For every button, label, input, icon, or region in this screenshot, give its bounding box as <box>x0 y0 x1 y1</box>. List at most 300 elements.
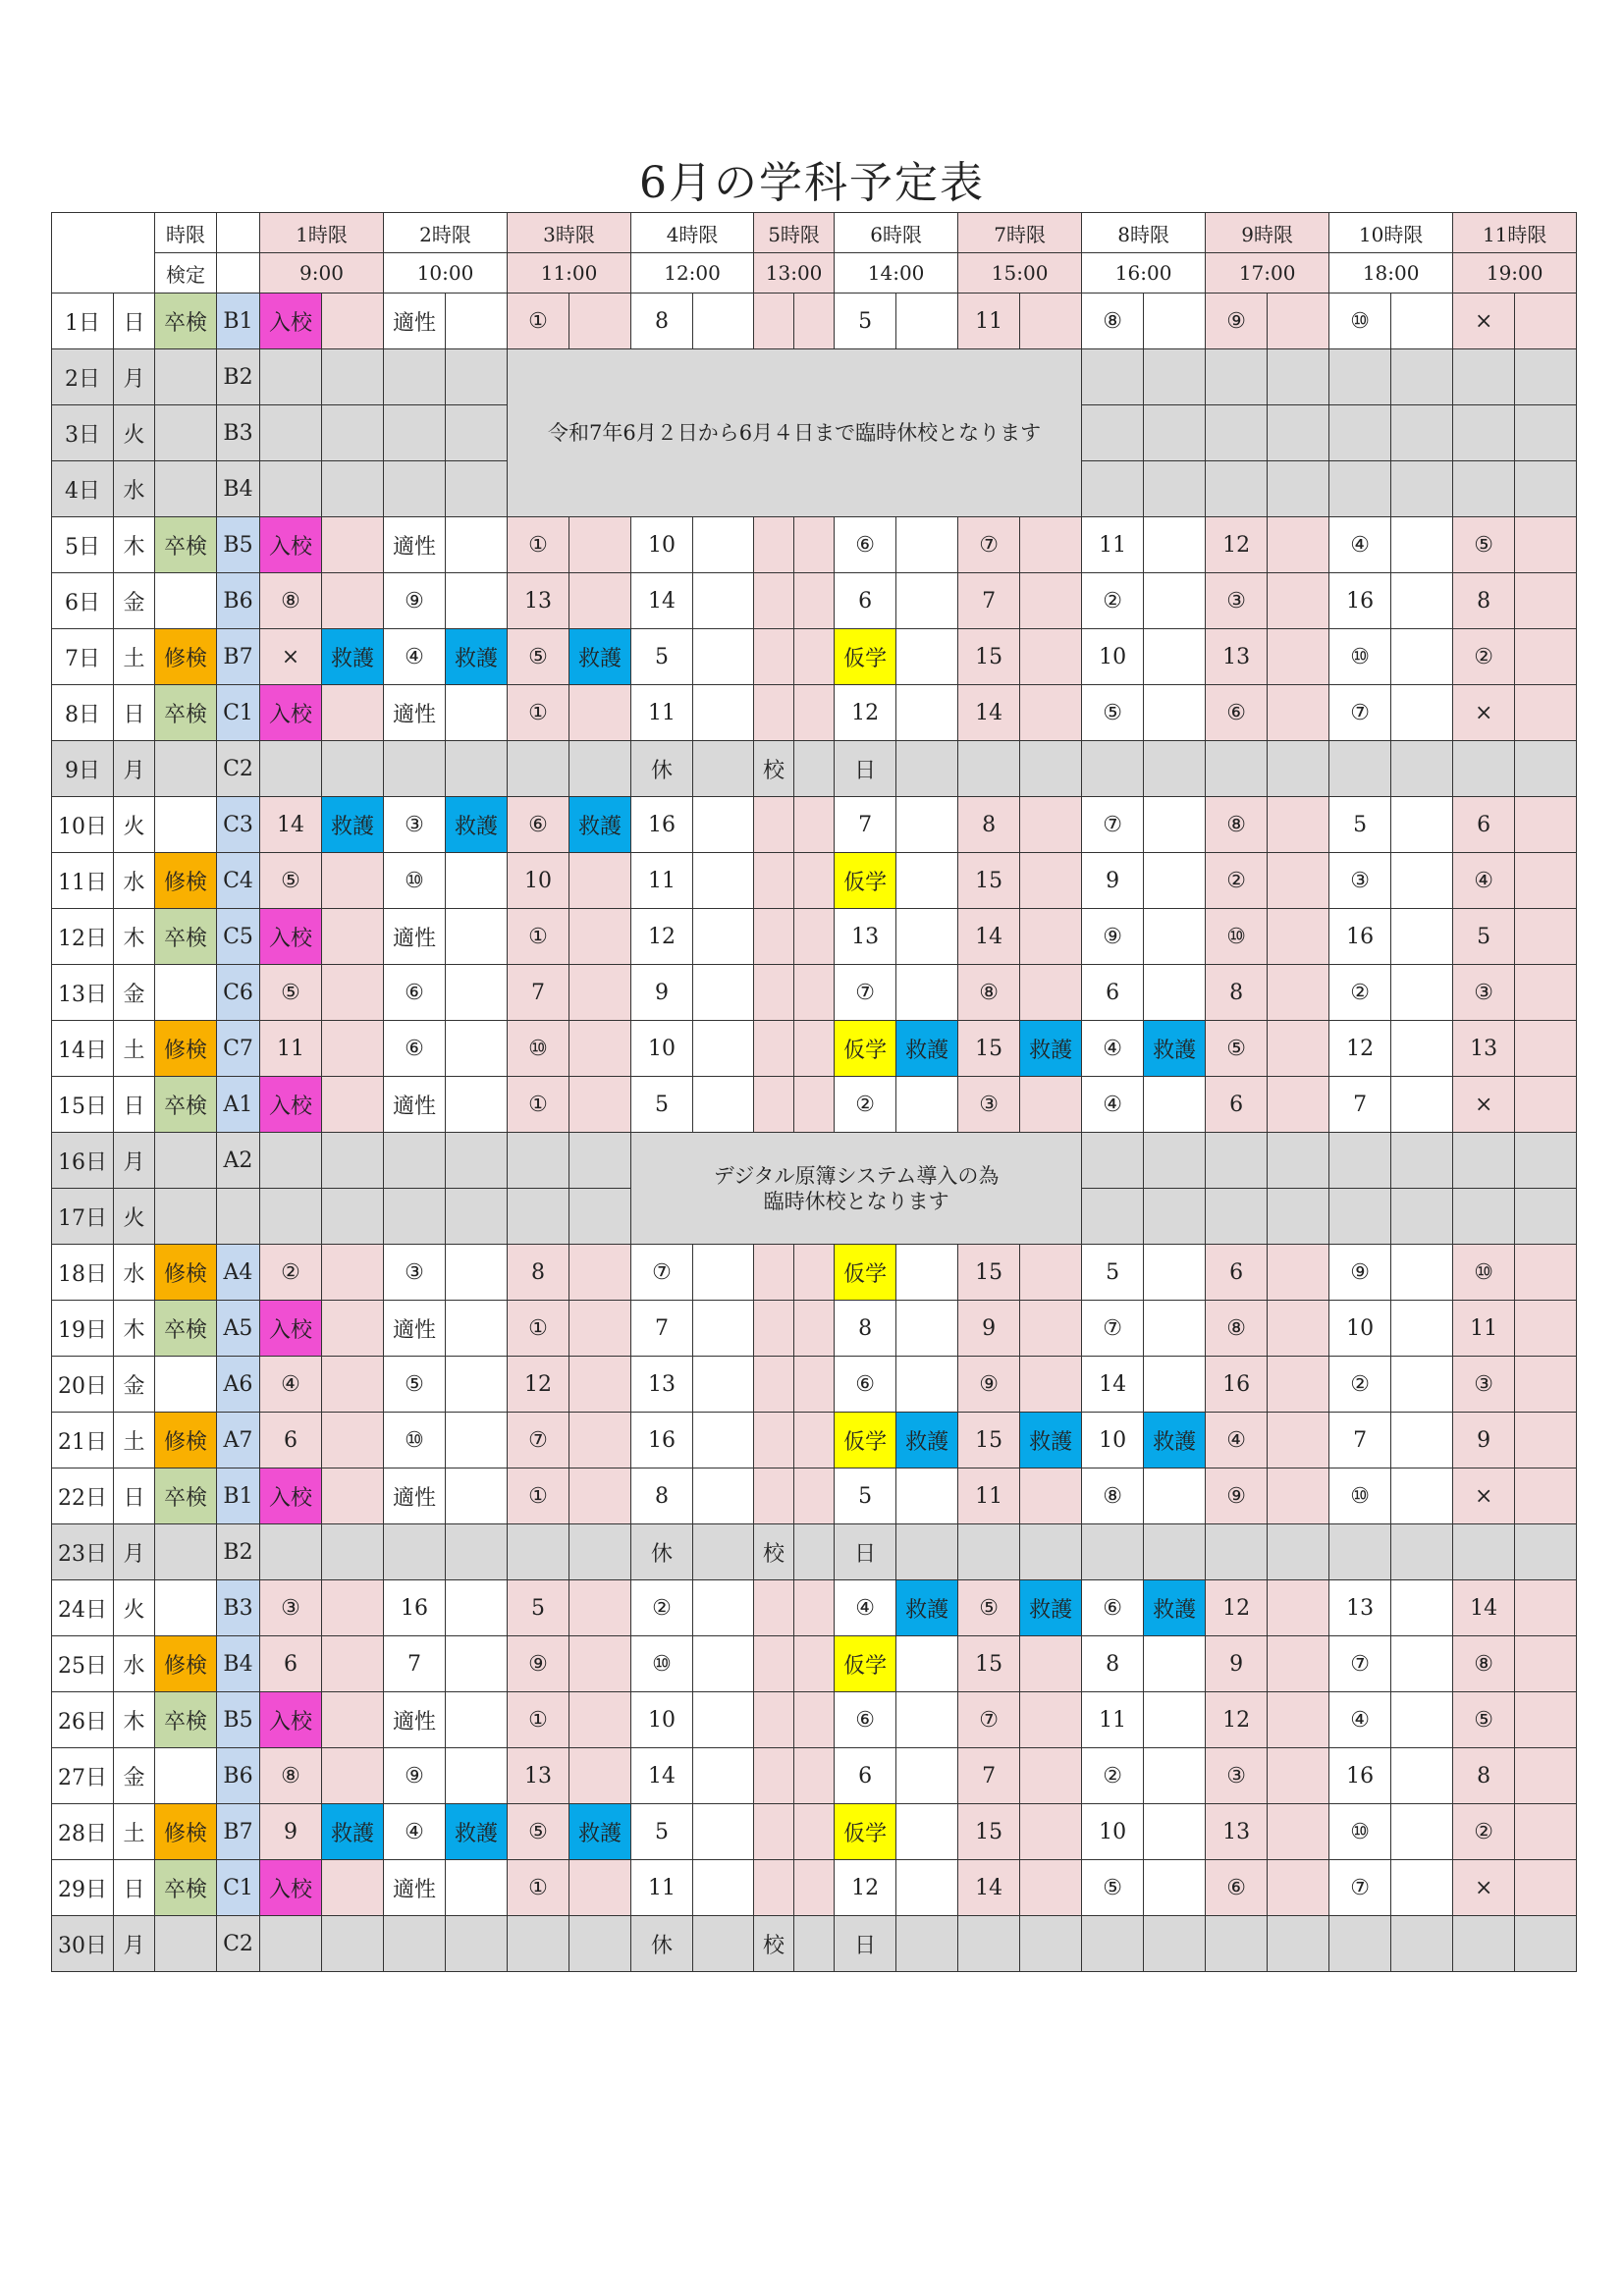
exam-cell: 卒検 <box>155 1301 217 1357</box>
empty-cell <box>1268 1468 1329 1524</box>
provisional-test-cell: 仮学 <box>835 1804 896 1860</box>
lesson-cell: ⑤ <box>508 629 569 685</box>
exam-cell: 修検 <box>155 1413 217 1468</box>
class-code-cell: C1 <box>217 1860 260 1916</box>
lesson-cell: ① <box>508 909 569 965</box>
provisional-test-cell: 仮学 <box>835 1021 896 1077</box>
period-label: 9時限 <box>1206 213 1329 253</box>
weekday-cell: 日 <box>114 685 155 741</box>
empty-cell <box>1268 461 1329 517</box>
lesson-cell: 12 <box>1206 1580 1268 1636</box>
lesson-cell: ⑨ <box>958 1357 1020 1413</box>
lesson-cell: 8 <box>958 797 1020 853</box>
empty-cell <box>754 1748 794 1804</box>
empty-cell <box>446 1692 508 1748</box>
provisional-test-cell: 仮学 <box>835 1413 896 1468</box>
header-period-label: 時限 <box>155 213 217 253</box>
empty-cell <box>1391 1524 1453 1580</box>
empty-cell <box>1144 685 1206 741</box>
empty-cell <box>508 1524 569 1580</box>
empty-cell <box>1329 1189 1391 1245</box>
lesson-cell: ⑧ <box>260 1748 322 1804</box>
empty-cell <box>1515 1021 1577 1077</box>
lesson-cell: 適性 <box>384 1077 446 1133</box>
period-time: 12:00 <box>631 253 754 294</box>
empty-cell <box>896 797 958 853</box>
empty-cell <box>1268 1636 1329 1692</box>
class-code-cell: B6 <box>217 573 260 629</box>
empty-cell <box>1453 1189 1515 1245</box>
lesson-cell: 8 <box>631 294 693 349</box>
date-cell: 12日 <box>52 909 114 965</box>
weekday-cell: 金 <box>114 1357 155 1413</box>
enrollment-cell: 入校 <box>260 1301 322 1357</box>
empty-cell <box>1020 965 1082 1021</box>
class-code-cell: A2 <box>217 1133 260 1189</box>
empty-cell <box>1329 1133 1391 1189</box>
lesson-cell: 14 <box>958 909 1020 965</box>
empty-cell <box>1144 909 1206 965</box>
weekday-cell: 木 <box>114 1692 155 1748</box>
first-aid-cell: 救護 <box>1144 1413 1206 1468</box>
empty-cell <box>1268 1077 1329 1133</box>
lesson-cell: ⑤ <box>260 853 322 909</box>
empty-cell <box>1391 1245 1453 1301</box>
lesson-cell: 10 <box>1329 1301 1391 1357</box>
empty-cell <box>1268 1021 1329 1077</box>
lesson-cell: ⑥ <box>835 517 896 573</box>
empty-cell <box>1268 853 1329 909</box>
day-row <box>52 1748 1577 1804</box>
lesson-cell: 適性 <box>384 1468 446 1524</box>
empty-cell <box>1020 517 1082 573</box>
empty-cell <box>322 1692 384 1748</box>
empty-cell <box>794 909 835 965</box>
lesson-cell: 13 <box>631 1357 693 1413</box>
date-cell: 1日 <box>52 294 114 349</box>
empty-cell <box>754 965 794 1021</box>
first-aid-cell: 救護 <box>1020 1580 1082 1636</box>
lesson-cell: ① <box>508 1468 569 1524</box>
empty-cell <box>896 1077 958 1133</box>
day-row <box>52 797 1577 853</box>
empty-cell <box>1268 741 1329 797</box>
empty-cell <box>322 1021 384 1077</box>
lesson-cell: 16 <box>631 1413 693 1468</box>
empty-cell <box>1515 517 1577 573</box>
lesson-cell: 13 <box>1206 629 1268 685</box>
empty-cell <box>1144 853 1206 909</box>
lesson-cell: 15 <box>958 1021 1020 1077</box>
empty-cell <box>446 349 508 405</box>
date-cell: 26日 <box>52 1692 114 1748</box>
empty-cell <box>896 1692 958 1748</box>
exam-cell <box>155 573 217 629</box>
lesson-cell: 12 <box>1206 517 1268 573</box>
lesson-cell: ⑩ <box>384 1413 446 1468</box>
period-time: 18:00 <box>1329 253 1453 294</box>
empty-cell <box>896 909 958 965</box>
empty-cell <box>1268 294 1329 349</box>
empty-cell <box>896 1860 958 1916</box>
lesson-cell: ⑧ <box>260 573 322 629</box>
class-code-cell: A5 <box>217 1301 260 1357</box>
lesson-cell: 15 <box>958 1413 1020 1468</box>
empty-cell <box>693 1692 754 1748</box>
lesson-cell: ④ <box>384 629 446 685</box>
empty-cell <box>794 294 835 349</box>
weekday-cell: 日 <box>114 1468 155 1524</box>
empty-cell <box>1144 1077 1206 1133</box>
empty-cell <box>1391 909 1453 965</box>
first-aid-cell: 救護 <box>569 629 631 685</box>
exam-cell <box>155 1189 217 1245</box>
weekday-cell: 火 <box>114 405 155 461</box>
empty-cell <box>384 349 446 405</box>
empty-cell <box>322 1413 384 1468</box>
empty-cell <box>446 1077 508 1133</box>
day-row <box>52 853 1577 909</box>
empty-cell <box>569 685 631 741</box>
first-aid-cell: 救護 <box>569 1804 631 1860</box>
empty-cell <box>1144 1133 1206 1189</box>
weekday-cell: 木 <box>114 909 155 965</box>
empty-cell <box>693 741 754 797</box>
empty-cell <box>322 349 384 405</box>
lesson-cell: 9 <box>631 965 693 1021</box>
lesson-cell: ④ <box>1082 1077 1144 1133</box>
empty-cell <box>1391 1357 1453 1413</box>
empty-cell <box>446 965 508 1021</box>
empty-cell <box>569 1413 631 1468</box>
lesson-cell: ③ <box>260 1580 322 1636</box>
lesson-cell: ⑦ <box>1082 1301 1144 1357</box>
empty-cell <box>1391 349 1453 405</box>
empty-cell <box>1082 741 1144 797</box>
empty-cell <box>1268 1357 1329 1413</box>
class-code-cell: C4 <box>217 853 260 909</box>
empty-cell <box>384 1133 446 1189</box>
holiday-char: 日 <box>835 1916 896 1972</box>
empty-cell <box>693 1301 754 1357</box>
lesson-cell: 16 <box>631 797 693 853</box>
exam-cell: 卒検 <box>155 1077 217 1133</box>
empty-cell <box>322 461 384 517</box>
empty-cell <box>1268 1301 1329 1357</box>
lesson-cell: ⑤ <box>1453 1692 1515 1748</box>
date-cell: 9日 <box>52 741 114 797</box>
exam-cell: 卒検 <box>155 1468 217 1524</box>
empty-cell <box>1391 741 1453 797</box>
empty-cell <box>1515 1413 1577 1468</box>
class-code-cell: A1 <box>217 1077 260 1133</box>
empty-cell <box>569 294 631 349</box>
empty-cell <box>1391 1301 1453 1357</box>
empty-cell <box>1020 685 1082 741</box>
empty-cell <box>1515 1916 1577 1972</box>
first-aid-cell: 救護 <box>322 1804 384 1860</box>
period-time: 13:00 <box>754 253 835 294</box>
empty-cell <box>754 573 794 629</box>
lesson-cell: ⑦ <box>1329 685 1391 741</box>
empty-cell <box>1144 965 1206 1021</box>
lesson-cell: ⑨ <box>1206 1468 1268 1524</box>
empty-cell <box>794 1468 835 1524</box>
lesson-cell: ① <box>508 294 569 349</box>
first-aid-cell: 救護 <box>446 797 508 853</box>
lesson-cell: ④ <box>260 1357 322 1413</box>
lesson-cell: ⑧ <box>1206 1301 1268 1357</box>
lesson-cell: ⑨ <box>384 573 446 629</box>
lesson-cell: ⑤ <box>958 1580 1020 1636</box>
enrollment-cell: 入校 <box>260 1860 322 1916</box>
lesson-cell: ⑧ <box>1206 797 1268 853</box>
class-code-cell: B4 <box>217 1636 260 1692</box>
holiday-char: 校 <box>754 1916 794 1972</box>
lesson-cell: ③ <box>958 1077 1020 1133</box>
empty-cell <box>569 741 631 797</box>
empty-cell <box>1144 1524 1206 1580</box>
empty-cell <box>384 1524 446 1580</box>
empty-cell <box>794 853 835 909</box>
class-code-cell: B1 <box>217 1468 260 1524</box>
empty-cell <box>794 1580 835 1636</box>
empty-cell <box>794 1804 835 1860</box>
empty-cell <box>1515 1524 1577 1580</box>
empty-cell <box>896 1916 958 1972</box>
lesson-cell: ① <box>508 1860 569 1916</box>
lesson-cell: ⑧ <box>1082 294 1144 349</box>
enrollment-cell: 入校 <box>260 1468 322 1524</box>
empty-cell <box>1515 685 1577 741</box>
empty-cell <box>446 1916 508 1972</box>
empty-cell <box>794 1636 835 1692</box>
empty-cell <box>1144 741 1206 797</box>
lesson-cell: ⑤ <box>508 1804 569 1860</box>
holiday-char: 校 <box>754 1524 794 1580</box>
lesson-cell: ④ <box>835 1580 896 1636</box>
empty-cell <box>693 1580 754 1636</box>
class-code-cell <box>217 1189 260 1245</box>
empty-cell <box>693 517 754 573</box>
empty-cell <box>260 461 322 517</box>
empty-cell <box>1144 1357 1206 1413</box>
lesson-cell: 10 <box>508 853 569 909</box>
first-aid-cell: 救護 <box>446 1804 508 1860</box>
empty-cell <box>446 405 508 461</box>
first-aid-cell: 救護 <box>896 1580 958 1636</box>
empty-cell <box>896 573 958 629</box>
empty-cell <box>754 909 794 965</box>
empty-cell <box>1329 461 1391 517</box>
empty-cell <box>754 797 794 853</box>
empty-cell <box>1020 1468 1082 1524</box>
lesson-cell: 9 <box>260 1804 322 1860</box>
empty-cell <box>1268 1860 1329 1916</box>
lesson-cell: 14 <box>631 1748 693 1804</box>
empty-cell <box>1453 349 1515 405</box>
lesson-cell: 14 <box>958 1860 1020 1916</box>
empty-cell <box>1206 405 1268 461</box>
class-code-cell: B4 <box>217 461 260 517</box>
exam-cell <box>155 1580 217 1636</box>
date-cell: 3日 <box>52 405 114 461</box>
empty-cell <box>322 1301 384 1357</box>
first-aid-cell: 救護 <box>896 1413 958 1468</box>
class-code-cell: B3 <box>217 405 260 461</box>
empty-cell <box>896 1804 958 1860</box>
closure-notice: 令和7年6月２日から6月４日まで臨時休校となります <box>508 349 1082 517</box>
empty-cell <box>1515 1357 1577 1413</box>
lesson-cell: ④ <box>1329 517 1391 573</box>
lesson-cell: ⑧ <box>1453 1636 1515 1692</box>
exam-cell <box>155 1133 217 1189</box>
empty-cell <box>754 1860 794 1916</box>
lesson-cell: ⑧ <box>1082 1468 1144 1524</box>
empty-cell <box>1515 294 1577 349</box>
empty-cell <box>1515 1860 1577 1916</box>
weekday-cell: 火 <box>114 797 155 853</box>
lesson-cell: ⑦ <box>631 1245 693 1301</box>
empty-cell <box>1020 853 1082 909</box>
empty-cell <box>384 405 446 461</box>
empty-cell <box>1144 405 1206 461</box>
empty-cell <box>754 1804 794 1860</box>
empty-cell <box>1020 909 1082 965</box>
empty-cell <box>446 1357 508 1413</box>
empty-cell <box>322 573 384 629</box>
empty-cell <box>1144 294 1206 349</box>
empty-cell <box>384 1189 446 1245</box>
empty-cell <box>446 1245 508 1301</box>
class-code-cell: A7 <box>217 1413 260 1468</box>
lesson-cell: 5 <box>1082 1245 1144 1301</box>
lesson-cell: 9 <box>958 1301 1020 1357</box>
date-cell: 15日 <box>52 1077 114 1133</box>
empty-cell <box>1082 1524 1144 1580</box>
empty-cell <box>1268 1580 1329 1636</box>
lesson-cell: 適性 <box>384 517 446 573</box>
weekday-cell: 日 <box>114 294 155 349</box>
empty-cell <box>260 349 322 405</box>
lesson-cell: 7 <box>631 1301 693 1357</box>
empty-cell <box>260 1189 322 1245</box>
holiday-char: 休 <box>631 1524 693 1580</box>
date-cell: 24日 <box>52 1580 114 1636</box>
date-cell: 25日 <box>52 1636 114 1692</box>
day-row <box>52 629 1577 685</box>
class-code-cell: B7 <box>217 629 260 685</box>
lesson-cell: 15 <box>958 1245 1020 1301</box>
date-cell: 16日 <box>52 1133 114 1189</box>
period-time: 15:00 <box>958 253 1082 294</box>
lesson-cell: 13 <box>508 1748 569 1804</box>
lesson-cell: 8 <box>1206 965 1268 1021</box>
empty-cell <box>446 1748 508 1804</box>
empty-cell <box>508 741 569 797</box>
empty-cell <box>1515 1748 1577 1804</box>
exam-cell: 修検 <box>155 1245 217 1301</box>
empty-cell <box>260 1916 322 1972</box>
lesson-cell: ② <box>1453 1804 1515 1860</box>
lesson-cell: ⑨ <box>1206 294 1268 349</box>
enrollment-cell: 入校 <box>260 517 322 573</box>
empty-cell <box>1391 1916 1453 1972</box>
empty-cell <box>1082 349 1144 405</box>
lesson-cell: ③ <box>384 797 446 853</box>
date-cell: 18日 <box>52 1245 114 1301</box>
exam-cell: 卒検 <box>155 294 217 349</box>
empty-cell <box>754 1301 794 1357</box>
lesson-cell: ⑥ <box>835 1692 896 1748</box>
empty-cell <box>1144 797 1206 853</box>
lesson-cell: ⑦ <box>835 965 896 1021</box>
class-code-cell: B5 <box>217 517 260 573</box>
empty-cell <box>446 1413 508 1468</box>
empty-cell <box>1020 629 1082 685</box>
empty-cell <box>322 685 384 741</box>
empty-cell <box>754 1413 794 1468</box>
empty-cell <box>1329 405 1391 461</box>
first-aid-cell: 救護 <box>1144 1021 1206 1077</box>
empty-cell <box>1515 1301 1577 1357</box>
empty-cell <box>446 1468 508 1524</box>
lesson-cell: ③ <box>1453 1357 1515 1413</box>
lesson-cell: 11 <box>631 853 693 909</box>
empty-cell <box>1515 573 1577 629</box>
empty-cell <box>1453 741 1515 797</box>
empty-cell <box>1391 1133 1453 1189</box>
closure-notice-line: 臨時休校となります <box>763 1189 949 1213</box>
date-cell: 22日 <box>52 1468 114 1524</box>
empty-cell <box>1268 573 1329 629</box>
lesson-cell: 10 <box>1082 1413 1144 1468</box>
exam-cell <box>155 1748 217 1804</box>
lesson-cell: ⑨ <box>1082 909 1144 965</box>
empty-cell <box>1020 1301 1082 1357</box>
empty-cell <box>1391 517 1453 573</box>
empty-cell <box>1515 741 1577 797</box>
lesson-cell: 5 <box>1453 909 1515 965</box>
empty-cell <box>1268 349 1329 405</box>
period-label: 8時限 <box>1082 213 1206 253</box>
empty-cell <box>1020 1692 1082 1748</box>
weekday-cell: 月 <box>114 741 155 797</box>
lesson-cell: ② <box>1206 853 1268 909</box>
empty-cell <box>1020 1077 1082 1133</box>
class-code-cell: A4 <box>217 1245 260 1301</box>
empty-cell <box>794 797 835 853</box>
date-cell: 13日 <box>52 965 114 1021</box>
lesson-cell: 適性 <box>384 1692 446 1748</box>
lesson-cell: ② <box>1329 1357 1391 1413</box>
weekday-cell: 火 <box>114 1580 155 1636</box>
lesson-cell: 10 <box>1082 629 1144 685</box>
first-aid-cell: 救護 <box>1144 1580 1206 1636</box>
empty-cell <box>896 1468 958 1524</box>
lesson-cell: 5 <box>631 1804 693 1860</box>
lesson-cell: × <box>1453 1468 1515 1524</box>
empty-cell <box>1268 1692 1329 1748</box>
empty-cell <box>446 1189 508 1245</box>
period-time: 10:00 <box>384 253 508 294</box>
empty-cell <box>1453 405 1515 461</box>
empty-cell <box>794 1748 835 1804</box>
empty-cell <box>1268 1189 1329 1245</box>
lesson-cell: ② <box>835 1077 896 1133</box>
empty-cell <box>693 573 754 629</box>
empty-cell <box>384 1916 446 1972</box>
